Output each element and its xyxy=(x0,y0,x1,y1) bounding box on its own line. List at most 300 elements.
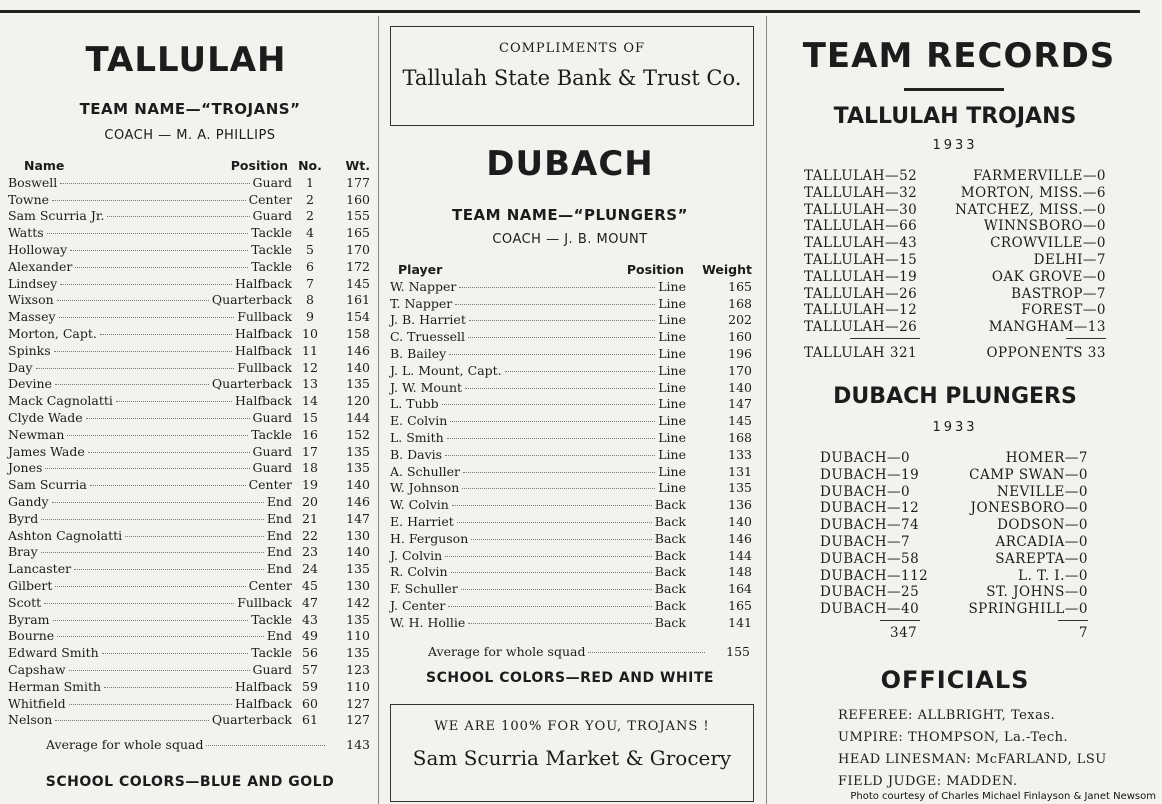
team-score: DUBACH—0 xyxy=(820,483,911,500)
table-row xyxy=(8,225,376,242)
table-row xyxy=(8,477,376,494)
player-number: 12 xyxy=(302,359,318,375)
dot-leader xyxy=(67,435,248,436)
player-weight: 140 xyxy=(346,359,370,375)
player-position: Quarterback xyxy=(211,712,292,728)
player-weight: 142 xyxy=(346,594,370,610)
player-position: Guard xyxy=(252,460,292,476)
player-number: 60 xyxy=(302,695,318,711)
average-value: 155 xyxy=(726,643,750,659)
player-name: Massey xyxy=(8,309,56,325)
player-weight: 155 xyxy=(346,208,370,224)
player-position: Halfback xyxy=(234,393,292,409)
team-name: TEAM NAME—“PLUNGERS” xyxy=(452,206,688,224)
game-result-row xyxy=(820,500,1088,517)
player-name: Herman Smith xyxy=(8,678,102,694)
player-number: 18 xyxy=(302,460,318,476)
opponent-score: OAK GROVE—0 xyxy=(991,268,1106,285)
table-row xyxy=(390,312,756,329)
opponent-score: CAMP SWAN—0 xyxy=(969,466,1088,483)
player-number: 57 xyxy=(302,661,318,677)
player-number: 11 xyxy=(302,342,318,358)
player-position: Line xyxy=(658,463,686,479)
dot-leader xyxy=(44,603,234,604)
player-weight: 110 xyxy=(346,678,370,694)
page-title: TALLULAH xyxy=(85,40,287,80)
dot-leader xyxy=(465,388,655,389)
player-name: R. Colvin xyxy=(390,564,448,580)
opponent-score: WINNSBORO—0 xyxy=(983,218,1106,235)
table-row xyxy=(8,645,376,662)
game-result-row xyxy=(804,202,1106,219)
player-name: Spinks xyxy=(8,342,51,358)
player-weight: 165 xyxy=(728,597,752,613)
player-number: 14 xyxy=(302,393,318,409)
player-name: L. Tubb xyxy=(390,396,439,412)
dubach-records-header: DUBACH PLUNGERS xyxy=(833,384,1077,409)
roster-header xyxy=(390,262,756,279)
player-name: Sam Scurria Jr. xyxy=(8,208,105,224)
player-weight: 161 xyxy=(346,292,370,308)
player-position: Line xyxy=(658,278,686,294)
table-row xyxy=(8,544,376,561)
player-number: 9 xyxy=(306,309,314,325)
player-number: 6 xyxy=(306,258,314,274)
player-weight: 120 xyxy=(346,393,370,409)
player-number: 8 xyxy=(306,292,314,308)
player-number: 1 xyxy=(306,174,314,190)
weight-header: Weight xyxy=(702,262,752,277)
dot-leader xyxy=(86,418,250,419)
game-result-row xyxy=(820,450,1088,467)
table-row xyxy=(390,447,756,464)
opponents-points-total: 7 xyxy=(1078,624,1088,641)
game-result-row xyxy=(804,235,1106,252)
player-position: Halfback xyxy=(234,342,292,358)
table-row xyxy=(8,460,376,477)
dot-leader xyxy=(45,468,249,469)
player-position: Guard xyxy=(252,208,292,224)
player-weight: 130 xyxy=(346,577,370,593)
player-number: 59 xyxy=(302,678,318,694)
dot-leader xyxy=(125,536,264,537)
table-row xyxy=(390,413,756,430)
player-name: J. L. Mount, Capt. xyxy=(390,362,502,378)
player-position: Tackle xyxy=(251,645,292,661)
ad-sponsor-name: Sam Scurria Market & Grocery xyxy=(412,746,732,770)
dot-leader xyxy=(55,720,209,721)
dot-leader xyxy=(36,368,235,369)
dubach-points-total: 347 xyxy=(890,624,918,641)
player-position: Line xyxy=(658,295,686,311)
player-weight: 127 xyxy=(346,712,370,728)
team-score: TALLULAH—15 xyxy=(804,251,918,268)
dot-leader xyxy=(457,522,652,523)
game-result-row xyxy=(820,568,1088,585)
table-row xyxy=(390,346,756,363)
weight-header: Wt. xyxy=(345,158,370,173)
opponent-score: SPRINGHILL—0 xyxy=(968,601,1088,618)
table-row xyxy=(8,360,376,377)
player-position: Tackle xyxy=(251,241,292,257)
player-weight: 160 xyxy=(346,191,370,207)
player-name: E. Colvin xyxy=(390,413,448,429)
player-position: Line xyxy=(658,480,686,496)
player-weight: 130 xyxy=(346,527,370,543)
table-row xyxy=(390,279,756,296)
player-name: Lancaster xyxy=(8,561,72,577)
dubach-season-year: 1933 xyxy=(932,420,978,435)
player-position: Line xyxy=(658,429,686,445)
player-position: Guard xyxy=(252,409,292,425)
average-value: 143 xyxy=(346,737,370,753)
player-name: T. Napper xyxy=(390,295,453,311)
player-position: Tackle xyxy=(251,426,292,442)
opponent-score: SAREPTA—0 xyxy=(995,550,1088,567)
player-position: Halfback xyxy=(234,275,292,291)
player-number: 17 xyxy=(302,443,318,459)
team-score: TALLULAH—26 xyxy=(804,285,918,302)
table-row xyxy=(8,712,376,729)
player-name: Bourne xyxy=(8,628,55,644)
roster-rows xyxy=(390,279,756,632)
dot-leader xyxy=(102,653,248,654)
player-weight: 168 xyxy=(728,295,752,311)
player-position: Halfback xyxy=(234,678,292,694)
team-score: TALLULAH—32 xyxy=(804,184,918,201)
table-row xyxy=(390,380,756,397)
player-weight: 145 xyxy=(346,275,370,291)
player-name: Holloway xyxy=(8,241,68,257)
table-row xyxy=(390,296,756,313)
player-position: Halfback xyxy=(234,325,292,341)
player-name: H. Ferguson xyxy=(390,530,469,546)
player-position: Quarterback xyxy=(211,376,292,392)
player-weight: 135 xyxy=(346,376,370,392)
table-row xyxy=(390,396,756,413)
dot-leader xyxy=(100,334,232,335)
player-name: W. Johnson xyxy=(390,480,460,496)
player-name: Wixson xyxy=(8,292,54,308)
player-position: Halfback xyxy=(234,695,292,711)
table-row xyxy=(8,242,376,259)
dot-leader xyxy=(55,384,209,385)
player-name: A. Schuller xyxy=(390,463,461,479)
table-row xyxy=(8,595,376,612)
dot-leader xyxy=(69,670,250,671)
player-weight: 158 xyxy=(346,325,370,341)
player-number: 19 xyxy=(302,477,318,493)
player-position: Back xyxy=(654,513,686,529)
player-weight: 110 xyxy=(346,628,370,644)
player-weight: 170 xyxy=(346,241,370,257)
dot-leader xyxy=(90,485,246,486)
dot-leader xyxy=(54,351,232,352)
table-row xyxy=(8,410,376,427)
player-name: James Wade xyxy=(8,443,85,459)
team-score: DUBACH—25 xyxy=(820,584,920,601)
team-name: TEAM NAME—“TROJANS” xyxy=(79,100,301,118)
opponents-points-total: OPPONENTS 33 xyxy=(986,344,1106,361)
player-name: Sam Scurria xyxy=(8,477,87,493)
player-weight: 172 xyxy=(346,258,370,274)
player-name: W. H. Hollie xyxy=(390,614,466,630)
player-name: Clyde Wade xyxy=(8,409,83,425)
table-row xyxy=(8,259,376,276)
table-row xyxy=(8,696,376,713)
player-number: 15 xyxy=(302,409,318,425)
game-result-row xyxy=(804,319,1106,336)
dot-leader xyxy=(41,519,264,520)
game-result-row xyxy=(804,269,1106,286)
player-position: Line xyxy=(658,329,686,345)
player-weight: 146 xyxy=(346,493,370,509)
player-weight: 140 xyxy=(728,513,752,529)
table-row xyxy=(8,578,376,595)
table-row xyxy=(8,276,376,293)
player-position: End xyxy=(266,544,292,560)
player-position: Back xyxy=(654,581,686,597)
player-number: 7 xyxy=(306,275,314,291)
team-score: TALLULAH—30 xyxy=(804,201,918,218)
player-weight: 147 xyxy=(346,510,370,526)
dot-leader xyxy=(57,300,209,301)
player-position: Back xyxy=(654,497,686,513)
dot-leader xyxy=(449,354,655,355)
title-underline xyxy=(904,88,1004,91)
player-weight: 164 xyxy=(728,581,752,597)
dot-leader xyxy=(107,216,249,217)
player-name: Watts xyxy=(8,225,44,241)
top-rule xyxy=(0,10,1140,13)
dot-leader xyxy=(445,455,655,456)
player-weight: 135 xyxy=(346,645,370,661)
player-position: Center xyxy=(248,577,292,593)
team-score: DUBACH—58 xyxy=(820,550,920,567)
player-position: Line xyxy=(658,362,686,378)
roster-table xyxy=(390,262,756,660)
player-weight: 140 xyxy=(346,477,370,493)
team-score: DUBACH—12 xyxy=(820,500,920,517)
photo-credit: Photo courtesy of Charles Michael Finlayson & Janet Newsom xyxy=(850,791,1156,802)
player-position: Tackle xyxy=(251,225,292,241)
grocery-ad xyxy=(390,704,754,802)
dot-leader xyxy=(442,404,656,405)
player-position: End xyxy=(266,628,292,644)
player-header: Player xyxy=(398,262,443,277)
team-score: TALLULAH—43 xyxy=(804,235,918,252)
official-entry: FIELD JUDGE: MADDEN. xyxy=(838,774,1018,789)
player-position: Back xyxy=(654,564,686,580)
average-row xyxy=(390,644,756,661)
opponent-score: JONESBORO—0 xyxy=(970,500,1088,517)
player-position: Back xyxy=(654,530,686,546)
dot-leader xyxy=(459,287,655,288)
player-position: Line xyxy=(658,345,686,361)
opponent-score: ARCADIA—0 xyxy=(995,533,1088,550)
player-name: E. Harriet xyxy=(390,513,454,529)
table-row xyxy=(390,581,756,598)
opponent-score: FOREST—0 xyxy=(1021,302,1106,319)
dot-leader xyxy=(47,233,249,234)
page-title: DUBACH xyxy=(486,144,654,184)
table-row xyxy=(8,175,376,192)
player-name: W. Colvin xyxy=(390,497,449,513)
dot-leader xyxy=(41,552,264,553)
tallulah-roster-panel xyxy=(0,16,376,804)
table-row xyxy=(8,393,376,410)
player-number: 22 xyxy=(302,527,318,543)
opponent-score: HOMER—7 xyxy=(1005,450,1088,466)
tallulah-records-header: TALLULAH TROJANS xyxy=(833,104,1077,129)
table-row xyxy=(8,528,376,545)
player-weight: 196 xyxy=(728,345,752,361)
dot-leader xyxy=(53,620,249,621)
team-score: DUBACH—7 xyxy=(820,533,911,550)
player-position: End xyxy=(266,527,292,543)
player-position: Quarterback xyxy=(211,292,292,308)
player-position: Fullback xyxy=(237,359,292,375)
game-result-row xyxy=(820,584,1088,601)
player-weight: 165 xyxy=(728,278,752,294)
roster-header xyxy=(8,158,376,175)
player-weight: 160 xyxy=(728,329,752,345)
player-position: Line xyxy=(658,446,686,462)
player-weight: 133 xyxy=(728,446,752,462)
average-label: Average for whole squad xyxy=(428,643,586,659)
dot-leader xyxy=(74,569,264,570)
team-score: TALLULAH—52 xyxy=(804,168,918,184)
player-name: J. B. Harriet xyxy=(390,312,466,328)
table-row xyxy=(8,561,376,578)
player-weight: 168 xyxy=(728,429,752,445)
team-score: DUBACH—112 xyxy=(820,567,929,584)
game-result-row xyxy=(804,218,1106,235)
dot-leader xyxy=(60,183,249,184)
player-name: C. Truessell xyxy=(390,329,466,345)
player-position: End xyxy=(266,510,292,526)
player-position: Back xyxy=(654,547,686,563)
dot-leader xyxy=(70,250,248,251)
table-row xyxy=(8,511,376,528)
ad-caption: COMPLIMENTS OF xyxy=(499,41,645,56)
player-number: 43 xyxy=(302,611,318,627)
player-weight: 135 xyxy=(346,561,370,577)
player-weight: 127 xyxy=(346,695,370,711)
player-name: Alexander xyxy=(8,258,73,274)
player-weight: 141 xyxy=(728,614,752,630)
opponent-score: BASTROP—7 xyxy=(1011,285,1106,302)
table-row xyxy=(8,376,376,393)
page-title: TEAM RECORDS xyxy=(802,36,1116,76)
tallulah-season-totals xyxy=(804,345,1106,362)
table-row xyxy=(8,444,376,461)
table-row xyxy=(390,363,756,380)
dot-leader xyxy=(468,623,652,624)
dot-leader xyxy=(471,539,652,540)
player-name: Lindsey xyxy=(8,275,58,291)
table-row xyxy=(390,497,756,514)
ad-caption: WE ARE 100% FOR YOU, TROJANS ! xyxy=(434,719,710,734)
player-name: Edward Smith xyxy=(8,645,99,661)
school-colors: SCHOOL COLORS—BLUE AND GOLD xyxy=(45,774,335,790)
table-row xyxy=(390,430,756,447)
dot-leader xyxy=(59,317,235,318)
team-records-panel xyxy=(772,16,1162,804)
opponent-score: MORTON, MISS.—6 xyxy=(960,184,1106,201)
opponent-score: NATCHEZ, MISS.—0 xyxy=(955,201,1106,218)
player-position: Fullback xyxy=(237,594,292,610)
player-number: 49 xyxy=(302,628,318,644)
team-score: DUBACH—0 xyxy=(820,450,911,466)
table-row xyxy=(390,464,756,481)
dot-leader xyxy=(75,267,248,268)
table-row xyxy=(8,427,376,444)
player-position: Back xyxy=(654,597,686,613)
player-weight: 123 xyxy=(346,661,370,677)
official-entry: HEAD LINESMAN: McFARLAND, LSU xyxy=(838,752,1107,767)
player-name: J. W. Mount xyxy=(390,379,463,395)
opponent-score: ST. JOHNS—0 xyxy=(986,584,1088,601)
player-number: 61 xyxy=(302,712,318,728)
player-weight: 144 xyxy=(346,409,370,425)
team-score: TALLULAH—19 xyxy=(804,268,918,285)
player-position: Line xyxy=(658,379,686,395)
name-header: Name xyxy=(24,158,65,173)
team-score: TALLULAH—26 xyxy=(804,319,918,336)
player-name: Towne xyxy=(8,191,50,207)
game-result-row xyxy=(820,534,1088,551)
dot-leader xyxy=(452,505,652,506)
table-row xyxy=(8,208,376,225)
table-row xyxy=(390,598,756,615)
team-score: TALLULAH—12 xyxy=(804,302,918,319)
player-weight: 147 xyxy=(728,396,752,412)
coach-name: COACH — M. A. PHILLIPS xyxy=(104,128,276,143)
table-row xyxy=(8,679,376,696)
player-weight: 154 xyxy=(346,309,370,325)
game-result-row xyxy=(804,286,1106,303)
player-name: J. Colvin xyxy=(390,547,443,563)
game-result-row xyxy=(804,302,1106,319)
opponent-score: CROWVILLE—0 xyxy=(990,235,1106,252)
opponent-score: DODSON—0 xyxy=(997,517,1088,534)
opponent-score: MANGHAM—13 xyxy=(988,319,1106,336)
dubach-roster-panel xyxy=(384,16,762,804)
player-number: 5 xyxy=(306,241,314,257)
player-number: 56 xyxy=(302,645,318,661)
dot-leader xyxy=(463,472,655,473)
table-row xyxy=(390,548,756,565)
team-score: DUBACH—74 xyxy=(820,517,920,534)
player-number: 13 xyxy=(302,376,318,392)
player-number: 4 xyxy=(306,225,314,241)
school-colors: SCHOOL COLORS—RED AND WHITE xyxy=(426,670,714,686)
officials-header: OFFICIALS xyxy=(880,666,1030,694)
dot-leader xyxy=(448,606,651,607)
table-row xyxy=(8,192,376,209)
position-header: Position xyxy=(626,262,685,277)
player-number: 10 xyxy=(302,325,318,341)
table-row xyxy=(390,514,756,531)
player-weight: 131 xyxy=(728,463,752,479)
player-position: Line xyxy=(658,413,686,429)
dot-leader xyxy=(451,572,652,573)
player-weight: 135 xyxy=(346,443,370,459)
ad-sponsor-name: Tallulah State Bank & Trust Co. xyxy=(402,66,742,90)
dot-leader xyxy=(462,488,655,489)
player-number: 23 xyxy=(302,544,318,560)
